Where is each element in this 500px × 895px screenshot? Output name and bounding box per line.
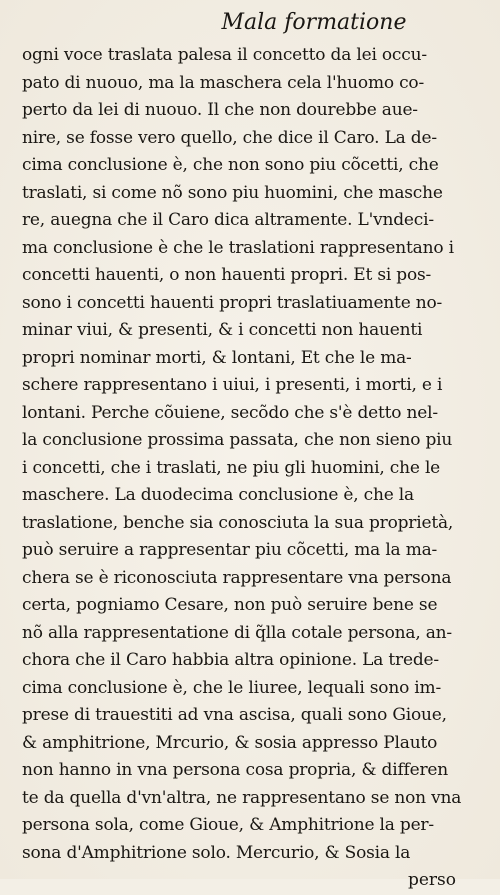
text-line: maschere. La duodecima conclusione è, che la xyxy=(22,485,414,505)
text-line: te da quella d'vn'altra, ne rappresentano se non vna xyxy=(22,787,462,808)
running-head: Mala formatione xyxy=(221,10,407,35)
text-line: può seruire a rappresentar piu cõcetti, ma la ma- xyxy=(22,540,438,560)
text-line: schere rappresentano i uiui, i presenti, i morti, e i xyxy=(22,375,443,395)
text-line: chora che il Caro habbia altra opinione. La trede- xyxy=(22,650,439,670)
text-line: non hanno in vna persona cosa propria, & differen xyxy=(22,760,449,780)
text-line: sona d'Amphitrione solo. Mercurio, & Sosia la xyxy=(22,842,411,863)
text-line: perto da lei di nuouo. Il che non dourebbe aue- xyxy=(22,100,418,120)
catchword: perso xyxy=(407,870,456,890)
text-line: traslatione, benche sia conosciuta la sua proprietà, xyxy=(22,512,454,533)
text-line: minar viui, & presenti, & i concetti non hauenti xyxy=(22,320,423,340)
text-line: la conclusione prossima passata, che non sieno piu xyxy=(22,430,453,450)
text-line: cima conclusione è, che le liuree, lequali sono im- xyxy=(22,677,442,698)
body-text xyxy=(22,42,486,867)
text-line: persona sola, come Gioue, & Amphitrione la per- xyxy=(22,815,434,835)
text-line: cima conclusione è, che non sono piu cõcetti, che xyxy=(22,155,439,175)
text-line: ogni voce traslata palesa il concetto da lei occu- xyxy=(22,45,427,65)
text-line: nõ alla rappresentatione di q̃lla cotale persona, an- xyxy=(22,622,452,643)
text-line: nire, se fosse vero quello, che dice il Caro. La de- xyxy=(22,127,437,148)
text-line: ma conclusione è che le traslationi rappresentano i xyxy=(22,237,454,258)
text-line: propri nominar morti, & lontani, Et che le ma- xyxy=(22,347,412,368)
text-line: prese di trauestiti ad vna ascisa, quali sono Gioue, xyxy=(22,705,447,725)
text-line: sono i concetti hauenti propri traslatiuamente no- xyxy=(22,292,443,313)
text-line: re, auegna che il Caro dica altramente. L'vndeci- xyxy=(22,210,434,230)
text-line: i concetti, che i traslati, ne piu gli huomini, che le xyxy=(22,457,441,478)
text-line: certa, pogniamo Cesare, non può seruire bene se xyxy=(22,595,438,615)
text-line: & amphitrione, Mrcurio, & sosia appresso Plauto xyxy=(22,732,438,753)
text-line: lontani. Perche cõuiene, secõdo che s'è detto nel- xyxy=(22,402,438,423)
text-line: chera se è riconosciuta rappresentare vna persona xyxy=(22,567,452,588)
text-line: traslati, si come nõ sono piu huomini, che masche xyxy=(22,182,443,203)
text-line: pato di nuouo, ma la maschera cela l'huomo co- xyxy=(22,72,425,93)
text-line: concetti hauenti, o non hauenti propri. Et si pos- xyxy=(22,265,432,285)
